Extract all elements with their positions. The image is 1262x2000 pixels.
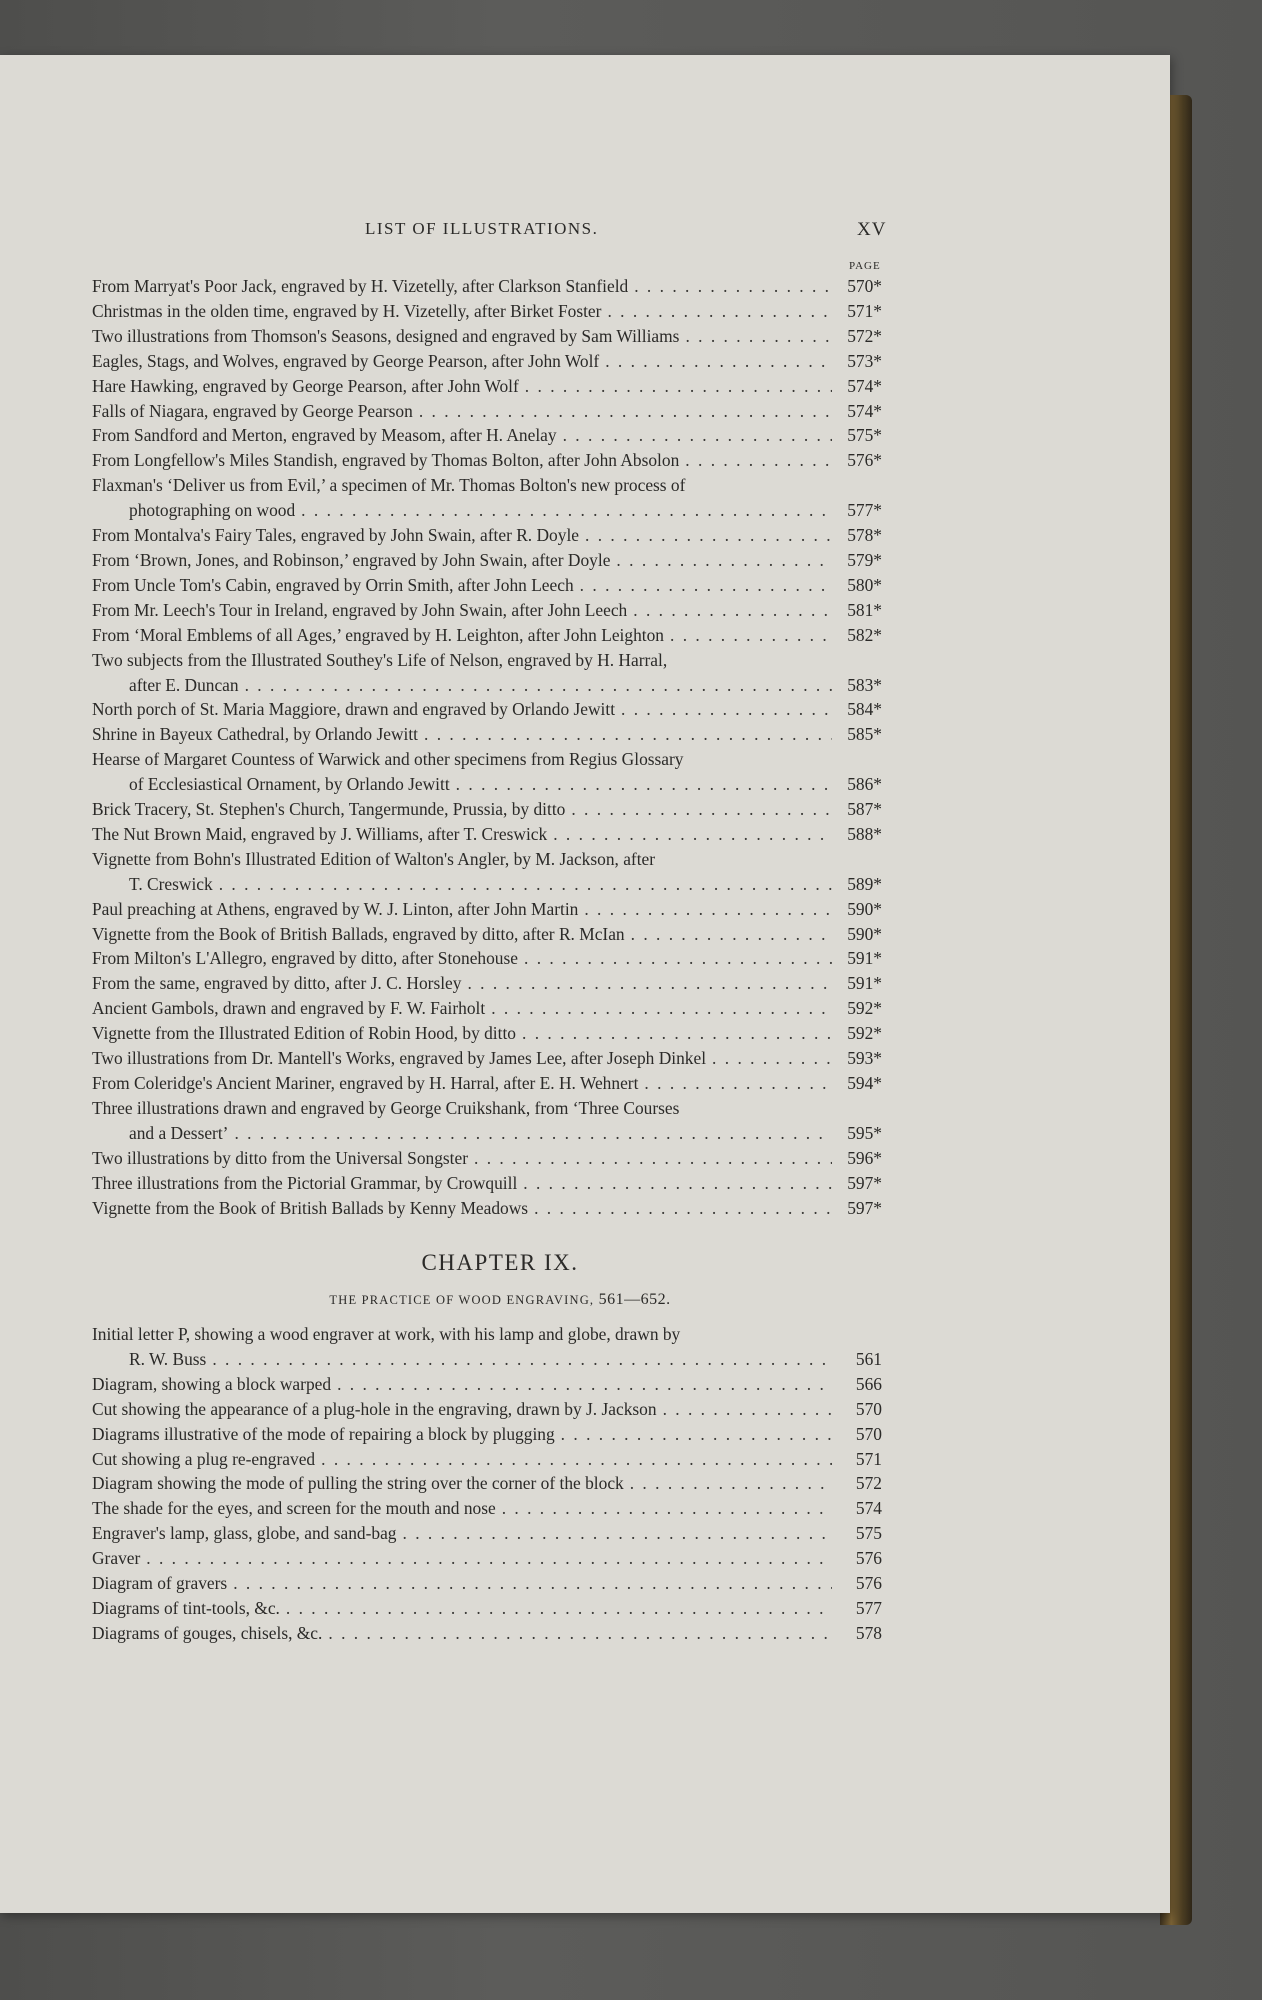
dot-leader (685, 448, 832, 473)
page-number: 590* (847, 923, 882, 944)
list-item-text: From Longfellow's Miles Standish, engraved by Thomas Bolton, after John Absolon (92, 450, 680, 471)
list-item (92, 274, 882, 299)
list-item (92, 598, 882, 623)
dot-leader (634, 274, 832, 299)
page-number: 574* (847, 375, 882, 396)
dot-leader (523, 1171, 832, 1196)
dot-leader (467, 971, 832, 996)
list-item-text: Diagram, showing a block warped (92, 1373, 332, 1394)
list-item-text: The Nut Brown Maid, engraved by J. Williams, after T. Creswick (92, 823, 548, 844)
list-item-row (92, 274, 882, 299)
list-item-text: photographing on wood (129, 500, 296, 521)
chapter-subtitle-text: THE PRACTICE OF WOOD ENGRAVING, (329, 1293, 595, 1307)
page-number: 576* (847, 450, 882, 471)
list-item-text-first-line: Hearse of Margaret Countess of Warwick and other specimens from Regius Glossary (92, 749, 684, 770)
list-item (92, 324, 882, 349)
dot-leader (553, 822, 832, 847)
list-item (92, 1196, 882, 1221)
list-item-row (92, 772, 882, 797)
list-item (92, 1496, 882, 1521)
dot-leader (525, 374, 832, 399)
chapter-subtitle (0, 1291, 1000, 1309)
dot-leader (685, 324, 832, 349)
page-number: 591* (847, 948, 882, 969)
list-item-row (92, 573, 882, 598)
list-item-text: Falls of Niagara, engraved by George Pearson (92, 400, 413, 421)
list-item-text: Diagram showing the mode of pulling the string over the corner of the block (92, 1473, 624, 1494)
dot-leader (403, 1521, 833, 1546)
dot-leader (534, 1196, 832, 1221)
page-number: 571* (847, 300, 882, 321)
list-item (92, 1521, 882, 1546)
running-head-title: LIST OF ILLUSTRATIONS. (365, 219, 599, 238)
dot-leader (524, 946, 832, 971)
dot-leader (644, 1071, 832, 1096)
dot-leader (337, 1372, 832, 1397)
list-item-row (92, 1422, 882, 1447)
list-item-row (92, 548, 882, 573)
list-item (92, 822, 882, 847)
list-item (92, 648, 882, 698)
list-item-row (92, 598, 882, 623)
dot-leader (522, 1021, 832, 1046)
page-number: 597* (847, 1197, 882, 1218)
list-item-row (92, 697, 882, 722)
list-item (92, 523, 882, 548)
list-item (92, 747, 882, 797)
list-item-row (92, 623, 882, 648)
dot-leader (563, 423, 832, 448)
list-item-row (92, 1471, 882, 1496)
list-item (92, 1447, 882, 1472)
dot-leader (286, 1596, 832, 1621)
list-item (92, 349, 882, 374)
list-item-row (92, 797, 882, 822)
list-item-text-first-line: Two subjects from the Illustrated Southey's Life of Nelson, engraved by H. Harral, (92, 649, 668, 670)
list-item-text: Diagram of gravers (92, 1573, 228, 1594)
list-item (92, 1021, 882, 1046)
page-number: 589* (847, 873, 882, 894)
list-item-text: Two illustrations from Thomson's Seasons, designed and engraved by Sam Williams (92, 325, 680, 346)
list-item-text: From Mr. Leech's Tour in Ireland, engraved by John Swain, after John Leech (92, 599, 628, 620)
list-item (92, 448, 882, 473)
list-item-row (92, 1121, 882, 1146)
dot-leader (491, 996, 832, 1021)
list-item (92, 623, 882, 648)
list-item-row (92, 1171, 882, 1196)
dot-leader (663, 1397, 832, 1422)
list-item-text-first-line: Three illustrations drawn and engraved by George Cruikshank, from ‘Three Courses (92, 1097, 680, 1118)
list-item-row (92, 1596, 882, 1621)
list-item-row (92, 1196, 882, 1221)
dot-leader (621, 697, 832, 722)
dot-leader (502, 1496, 832, 1521)
page-number: 593* (847, 1048, 882, 1069)
list-item-text: T. Creswick (129, 873, 213, 894)
page-number: 570 (855, 1398, 882, 1419)
list-item-row (92, 1571, 882, 1596)
list-item (92, 1071, 882, 1096)
list-item-row (92, 996, 882, 1021)
list-item (92, 697, 882, 722)
list-item (92, 573, 882, 598)
list-item-row (92, 722, 882, 747)
dot-leader (607, 299, 832, 324)
list-item-text: North porch of St. Maria Maggiore, drawn and engraved by Orlando Jewitt (92, 699, 616, 720)
list-item (92, 1571, 882, 1596)
dot-leader (419, 399, 832, 424)
list-item-text: From Uncle Tom's Cabin, engraved by Orrin Smith, after John Leech (92, 574, 574, 595)
list-item (92, 1146, 882, 1171)
page-number: 587* (847, 799, 882, 820)
page-number: 575 (855, 1523, 882, 1544)
list-item-text: From Marryat's Poor Jack, engraved by H. Vizetelly, after Clarkson Stanfield (92, 276, 629, 296)
dot-leader (571, 797, 832, 822)
list-item-row (92, 1521, 882, 1546)
list-item (92, 971, 882, 996)
list-item-text: Shrine in Bayeux Cathedral, by Orlando Jewitt (92, 724, 419, 745)
illustrations-list-upper (92, 274, 882, 1220)
dot-leader (234, 1121, 832, 1146)
list-item-row (92, 946, 882, 971)
list-item (92, 374, 882, 399)
list-item-row (92, 1021, 882, 1046)
list-item (92, 423, 882, 448)
list-item-row (92, 423, 882, 448)
list-item (92, 922, 882, 947)
page-number: 588* (847, 823, 882, 844)
dot-leader (584, 897, 832, 922)
list-item-text: From the same, engraved by ditto, after J. C. Horsley (92, 973, 462, 994)
dot-leader (301, 498, 832, 523)
dot-leader (474, 1146, 832, 1171)
dot-leader (561, 1422, 832, 1447)
page-number: 578* (847, 525, 882, 546)
list-item (92, 1596, 882, 1621)
illustrations-list-lower (92, 1322, 882, 1646)
running-head (0, 215, 1262, 245)
list-item-text: R. W. Buss (129, 1348, 207, 1369)
list-item-row (92, 523, 882, 548)
page-number: 574* (847, 400, 882, 421)
list-item-row (92, 971, 882, 996)
list-item (92, 1546, 882, 1571)
list-item (92, 299, 882, 324)
dot-leader (585, 523, 832, 548)
dot-leader (219, 872, 832, 897)
list-item-row (92, 324, 882, 349)
list-item-text: Engraver's lamp, glass, globe, and sand-bag (92, 1523, 397, 1544)
list-item (92, 1322, 882, 1372)
list-item-text: Ancient Gambols, drawn and engraved by F. W. Fairholt (92, 998, 486, 1019)
page-number: 596* (847, 1147, 882, 1168)
list-item-text: Vignette from the Book of British Ballads, engraved by ditto, after R. McIan (92, 923, 625, 944)
list-item (92, 1372, 882, 1397)
page-number: 561 (855, 1348, 882, 1369)
list-item (92, 1621, 882, 1646)
list-item-row (92, 1546, 882, 1571)
list-item-row (92, 374, 882, 399)
list-item (92, 797, 882, 822)
list-item-row (92, 822, 882, 847)
list-item-row (92, 1347, 882, 1372)
list-item-text: after E. Duncan (129, 674, 239, 695)
list-item (92, 548, 882, 573)
list-item-text: Brick Tracery, St. Stephen's Church, Tangermunde, Prussia, by ditto (92, 799, 566, 820)
page-number: 572 (855, 1473, 882, 1494)
list-item-row (92, 1496, 882, 1521)
page-number: 577 (855, 1597, 882, 1618)
page-number: 584* (847, 699, 882, 720)
list-item-text: Hare Hawking, engraved by George Pearson, after John Wolf (92, 375, 519, 396)
list-item-row (92, 1146, 882, 1171)
list-item (92, 1397, 882, 1422)
dot-leader (233, 1571, 832, 1596)
page-number: 582* (847, 624, 882, 645)
dot-leader (146, 1546, 832, 1571)
dot-leader (424, 722, 832, 747)
list-item-text: From Montalva's Fairy Tales, engraved by John Swain, after R. Doyle (92, 525, 579, 546)
page-number: 583* (847, 674, 882, 695)
list-item (92, 946, 882, 971)
list-item-text: Graver (92, 1548, 141, 1569)
list-item-text-first-line: Initial letter P, showing a wood engraver at work, with his lamp and globe, drawn by (92, 1324, 681, 1344)
dot-leader (212, 1347, 832, 1372)
list-item-text-first-line: Vignette from Bohn's Illustrated Edition of Walton's Angler, by M. Jackson, after (92, 848, 656, 869)
list-item-row (92, 1621, 882, 1646)
list-item-row (92, 872, 882, 897)
list-item (92, 996, 882, 1021)
page-number: 576 (855, 1573, 882, 1594)
page-number: 573* (847, 350, 882, 371)
page-column-label: PAGE (849, 260, 881, 272)
list-item (92, 1046, 882, 1071)
list-item-text-first-line: Flaxman's ‘Deliver us from Evil,’ a specimen of Mr. Thomas Bolton's new process of (92, 475, 686, 496)
page-number: 574 (855, 1498, 882, 1519)
list-item-row (92, 1447, 882, 1472)
list-item-text: From ‘Brown, Jones, and Robinson,’ engraved by John Swain, after Doyle (92, 549, 611, 570)
page-number: 586* (847, 774, 882, 795)
list-item (92, 1422, 882, 1447)
list-item-text: Cut showing a plug re-engraved (92, 1448, 316, 1469)
list-item-row (92, 1397, 882, 1422)
dot-leader (712, 1046, 832, 1071)
page-number: 592* (847, 998, 882, 1019)
page-folio: XV (857, 219, 887, 240)
list-item-row (92, 399, 882, 424)
list-item-text: Diagrams of gouges, chisels, &c. (92, 1622, 323, 1643)
list-item-text: From ‘Moral Emblems of all Ages,’ engraved by H. Leighton, after John Leighton (92, 624, 664, 645)
page-number: 580* (847, 574, 882, 595)
dot-leader (580, 573, 832, 598)
page-number: 572* (847, 325, 882, 346)
dot-leader (245, 673, 832, 698)
list-item-text: Cut showing the appearance of a plug-hole in the engraving, drawn by J. Jackson (92, 1398, 657, 1419)
chapter-heading: CHAPTER IX. (421, 1250, 579, 1275)
page-number: 576 (855, 1548, 882, 1569)
list-item-text: Paul preaching at Athens, engraved by W. J. Linton, after John Martin (92, 898, 579, 919)
list-item-text: and a Dessert’ (129, 1122, 229, 1143)
dot-leader (321, 1447, 832, 1472)
dot-leader (670, 623, 832, 648)
page-number: 595* (847, 1122, 882, 1143)
list-item-text: From Coleridge's Ancient Mariner, engraved by H. Harral, after E. H. Wehnert (92, 1073, 639, 1093)
list-item-text: Vignette from the Illustrated Edition of Robin Hood, by ditto (92, 1023, 516, 1044)
list-item-text: Vignette from the Book of British Ballads by Kenny Meadows (92, 1197, 529, 1218)
list-item (92, 722, 882, 747)
page-number: 594* (847, 1073, 882, 1093)
dot-leader (633, 598, 832, 623)
page-number: 585* (847, 724, 882, 745)
list-item (92, 473, 882, 523)
list-item-text: Diagrams of tint-tools, &c. (92, 1597, 280, 1618)
list-item-row (92, 448, 882, 473)
page-number: 597* (847, 1172, 882, 1193)
list-item-text: The shade for the eyes, and screen for the mouth and nose (92, 1498, 496, 1519)
list-item (92, 1471, 882, 1496)
chapter-page-range: 561—652. (598, 1291, 671, 1308)
page-number: 575* (847, 425, 882, 446)
list-item-text: Diagrams illustrative of the mode of repairing a block by plugging (92, 1423, 555, 1444)
list-item-text: From Milton's L'Allegro, engraved by ditto, after Stonehouse (92, 948, 518, 969)
list-item-row (92, 299, 882, 324)
page-number: 577* (847, 500, 882, 521)
page-number: 570 (855, 1423, 882, 1444)
list-item-text: Christmas in the olden time, engraved by H. Vizetelly, after Birket Foster (92, 300, 602, 321)
dot-leader (630, 1471, 832, 1496)
list-item (92, 1096, 882, 1146)
page-number: 591* (847, 973, 882, 994)
list-item-text: of Ecclesiastical Ornament, by Orlando Jewitt (129, 774, 450, 795)
page-number: 581* (847, 599, 882, 620)
page-number: 579* (847, 549, 882, 570)
list-item (92, 1171, 882, 1196)
page-number: 571 (855, 1448, 882, 1469)
list-item-row (92, 673, 882, 698)
page-number: 592* (847, 1023, 882, 1044)
dot-leader (616, 548, 832, 573)
page-number: 578 (855, 1622, 882, 1643)
dot-leader (605, 349, 832, 374)
dot-leader (456, 772, 832, 797)
page-number: 590* (847, 898, 882, 919)
list-item-row (92, 1046, 882, 1071)
list-item-text: Two illustrations from Dr. Mantell's Works, engraved by James Lee, after Joseph Dinkel (92, 1048, 707, 1069)
list-item-row (92, 897, 882, 922)
page-number: 570* (847, 276, 882, 296)
page-number: 566 (855, 1373, 882, 1394)
list-item-row (92, 1372, 882, 1397)
list-item (92, 399, 882, 424)
list-item (92, 897, 882, 922)
list-item-text: Two illustrations by ditto from the Universal Songster (92, 1147, 469, 1168)
list-item-text: Eagles, Stags, and Wolves, engraved by George Pearson, after John Wolf (92, 350, 600, 371)
dot-leader (631, 922, 832, 947)
list-item-row (92, 922, 882, 947)
list-item-text: From Sandford and Merton, engraved by Measom, after H. Anelay (92, 425, 557, 446)
list-item-text: Three illustrations from the Pictorial Grammar, by Crowquill (92, 1172, 518, 1193)
list-item (92, 847, 882, 897)
dot-leader (328, 1621, 832, 1646)
list-item-row (92, 1071, 882, 1096)
list-item-row (92, 349, 882, 374)
list-item-row (92, 498, 882, 523)
